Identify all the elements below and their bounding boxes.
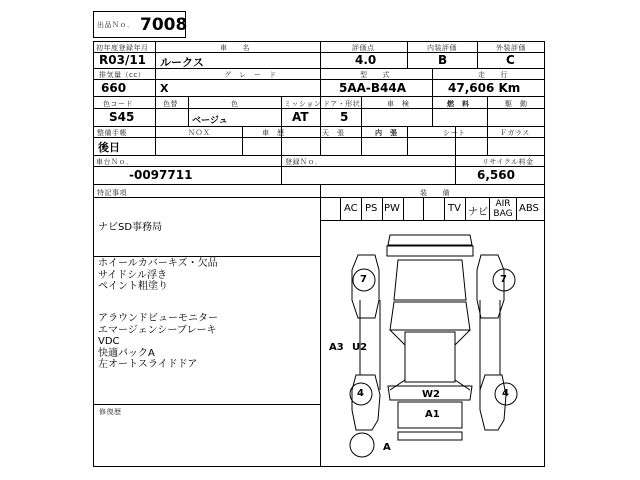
mission-label: ミッション [284, 100, 322, 108]
remark-line: VDC [98, 336, 120, 347]
interior-label: 内装評価 [427, 44, 457, 52]
remarks-block-b [98, 258, 218, 293]
name-label: 車 名 [220, 44, 250, 52]
year-label: 初年度登録年月 [96, 44, 149, 52]
equip-pw: PW [384, 203, 400, 214]
remarks-block-a [98, 222, 162, 234]
equip-ps: PS [365, 203, 378, 214]
remark-line: ホイールカバーキズ・欠品 [98, 258, 218, 269]
damage-mark: W2 [422, 389, 440, 400]
recycle-label: リサイクル料金 [482, 158, 534, 166]
mileage-label: 走 行 [478, 71, 508, 79]
chassis-label: 車台Ｎｏ． [96, 158, 134, 166]
lot-label: 出品Ｎｏ． [97, 21, 135, 29]
damage-mark: A1 [425, 409, 440, 420]
remarks-label: 特記事項 [97, 189, 127, 197]
damage-mark: U2 [352, 342, 368, 353]
door-label: ドア・形状 [323, 100, 361, 108]
mission-value: AT [292, 110, 309, 124]
remark-line: ナビSD事務局 [98, 222, 163, 233]
model-value: 5AA-B44A [339, 81, 407, 95]
inspection-label: 車 検 [387, 100, 410, 108]
damage-mark: A3 [329, 342, 344, 353]
mileage-value: 47,606 Km [448, 81, 521, 95]
color-code-label: 色コード [103, 100, 133, 108]
exterior-value: C [506, 53, 515, 67]
remarks-block-c [98, 313, 218, 371]
damage-mark: 4 [502, 388, 509, 399]
car-diagram [350, 235, 517, 457]
equip-airbag: AIR BAG [493, 199, 513, 219]
remark-line: 左オートスライドドア [98, 359, 198, 370]
remark-line: エマージェンシーブレーキ [98, 324, 217, 336]
door-value: 5 [340, 110, 349, 124]
repair-history-label: 修復歴 [99, 408, 122, 416]
remark-line: サイドシル浮き [98, 269, 168, 281]
color-code-value: S45 [109, 110, 135, 124]
remark-line: ペイント粗塗り [98, 281, 168, 292]
history-label: 車 歴 [262, 129, 285, 137]
damage-mark: 4 [357, 388, 364, 399]
displacement-label: 排気量（cc） [99, 71, 146, 79]
seat-label: シート [443, 129, 466, 137]
damage-mark: 7 [360, 274, 367, 285]
color-value: ベージュ [192, 116, 228, 126]
grade-value: X [160, 82, 169, 95]
equip-ac: AC [344, 203, 358, 214]
equipment-label: 装 備 [420, 189, 450, 197]
remark-line: アラウンドビューモニター [98, 313, 218, 324]
exterior-label: 外装評価 [496, 44, 526, 52]
year-value: R03/11 [99, 53, 147, 67]
grade-label: グ レ ー ド [224, 71, 277, 79]
glass-label: Ｆガラス [500, 129, 530, 137]
interior-value: B [438, 53, 448, 67]
damage-mark: 7 [500, 274, 507, 285]
steering-label: 整備手帳 [97, 129, 127, 137]
color-change-label: 色替 [163, 100, 178, 108]
equip-abs: ABS [519, 203, 539, 214]
score-label: 評価点 [352, 44, 375, 52]
model-label: 型 式 [360, 71, 390, 79]
equip-tv: TV [448, 203, 461, 214]
steering-value: 後日 [98, 141, 120, 154]
lot-number: 7008 [140, 15, 188, 35]
chassis-value: -0097711 [129, 168, 193, 182]
registration-label: 登録Ｎｏ． [285, 158, 323, 166]
nox-label: ＮＯＸ [188, 129, 211, 137]
equip-navi: ナビ [468, 207, 488, 218]
fuel-label: 燃 料 [447, 100, 470, 108]
score-value: 4.0 [355, 53, 377, 67]
roof-label: 天 張 [322, 129, 345, 137]
color-label: 色 [231, 100, 239, 108]
recycle-value: 6,560 [477, 168, 515, 182]
car-name: ルークス [160, 56, 204, 69]
drive-label: 駆 動 [505, 100, 528, 108]
remark-line: 快適パックA [98, 347, 155, 359]
displacement-value: 660 [101, 81, 127, 95]
damage-mark: A [383, 442, 391, 453]
interior-trim-label: 内 張 [375, 129, 398, 137]
